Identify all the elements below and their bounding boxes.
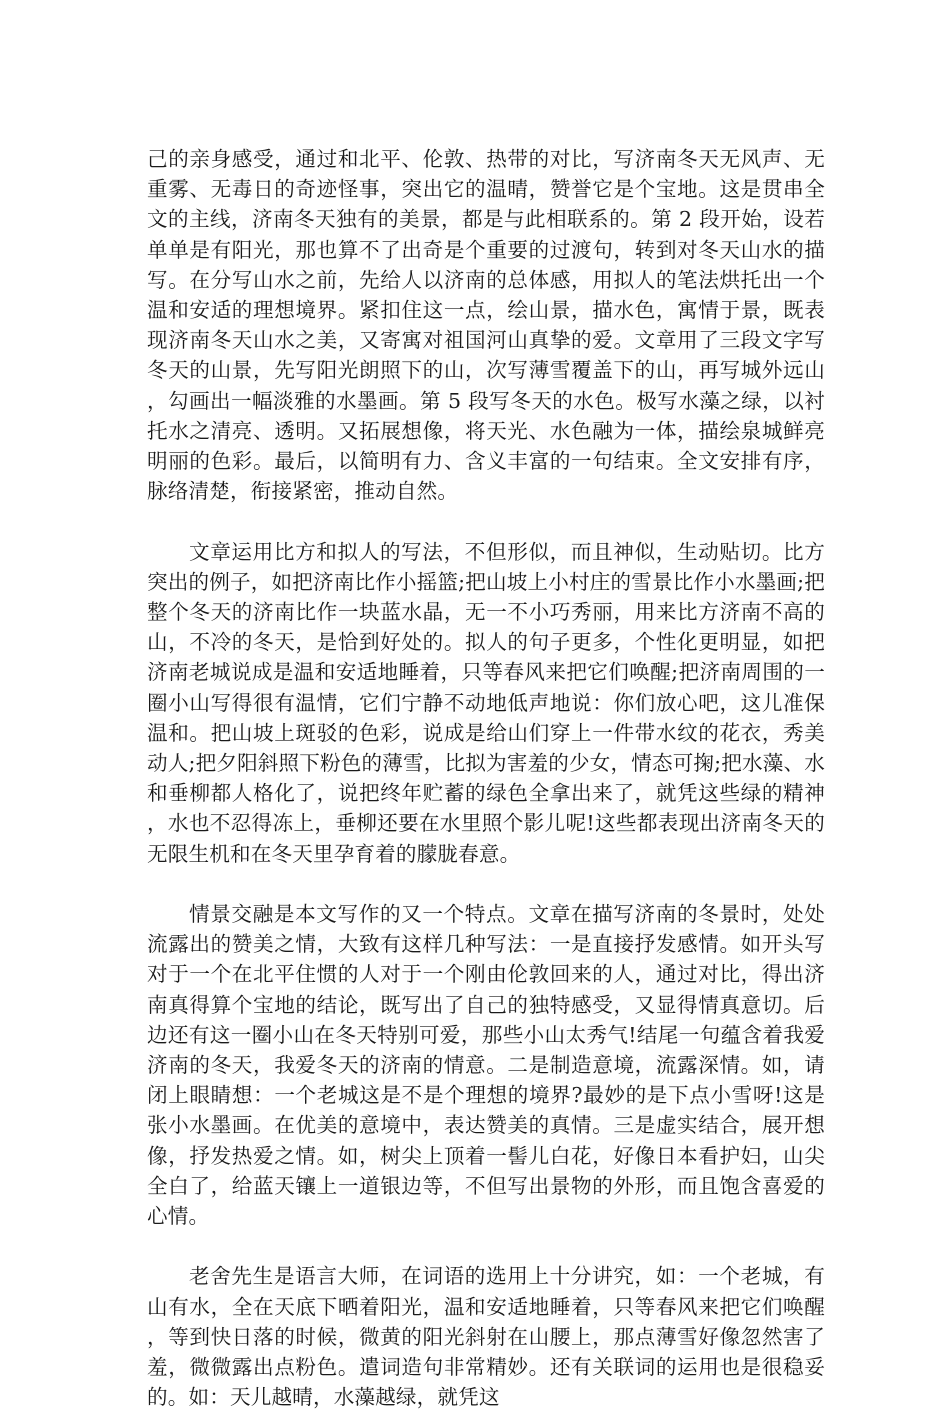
paragraph-1: 己的亲身感受，通过和北平、伦敦、热带的对比，写济南冬天无风声、无重雾、无毒日的奇迹怪事，突出它的温晴，赞誉它是个宝地。这是贯串全文的主线，济南冬天独有的美景，都是与此相联系的。第 2 段开始，设若单单是有阳光，那也算不了出奇是个重要的过渡句，转到对冬天山水的描写。在分写山水之前，先给人以济南的总体感，用拟人的笔法烘托出一个温和安适的理想境界。紧扣住这一点，绘山景，描水色，寓情于景，既表现济南冬天山水之美，又寄寓对祖国河山真挚的爱。文章用了三段文字写冬天的山景，先写阳光朗照下的山，次写薄雪覆盖下的山，再写城外远山，勾画出一幅淡雅的水墨画。第 5 段写冬天的水色。极写水藻之绿，以衬托水之清亮、透明。又拓展想像，将天光、水色融为一体，描绘泉城鲜亮明丽的色彩。最后，以简明有力、含义丰富的一句结束。全文安排有序，脉络清楚，衔接紧密，推动自然。: [147, 147, 825, 504]
paragraph-2: 文章运用比方和拟人的写法，不但形似，而且神似，生动贴切。比方突出的例子，如把济南比作小摇篮;把山坡上小村庄的雪景比作小水墨画;把整个冬天的济南比作一块蓝水晶，无一不小巧秀丽，用来比方济南不高的山，不冷的冬天，是恰到好处的。拟人的句子更多，个性化更明显，如把济南老城说成是温和安适地睡着，只等春风来把它们唤醒;把济南周围的一圈小山写得很有温情，它们宁静不动地低声地说：你们放心吧，这儿准保温和。把山坡上斑驳的色彩，说成是给山们穿上一件带水纹的花衣，秀美动人;把夕阳斜照下粉色的薄雪，比拟为害羞的少女，情态可掬;把水藻、水和垂柳都人格化了，说把终年贮蓄的绿色全拿出来了，就凭这些绿的精神，水也不忍得冻上，垂柳还要在水里照个影儿呢!这些都表现出济南冬天的无限生机和在冬天里孕育着的朦胧春意。: [147, 539, 825, 866]
paragraph-3: 情景交融是本文写作的又一个特点。文章在描写济南的冬景时，处处流露出的赞美之情，大致有这样几种写法：一是直接抒发感情。如开头写对于一个在北平住惯的人对于一个刚由伦敦回来的人，通过对比，得出济南真得算个宝地的结论，既写出了自己的独特感受，又显得情真意切。后边还有这一圈小山在冬天特别可爱，那些小山太秀气!结尾一句蕴含着我爱济南的冬天，我爱冬天的济南的情意。二是制造意境，流露深情。如，请闭上眼睛想：一个老城这是不是个理想的境界?最妙的是下点小雪呀!这是张小水墨画。在优美的意境中，表达赞美的真情。三是虚实结合，展开想像，抒发热爱之情。如，树尖上顶着一髻儿白花，好像日本看护妇，山尖全白了，给蓝天镶上一道银边等，不但写出景物的外形，而且饱含喜爱的心情。: [147, 902, 825, 1229]
document-page: [147, 144, 825, 1412]
paragraph-4: 老舍先生是语言大师，在词语的选用上十分讲究，如：一个老城，有山有水，全在天底下晒着阳光，温和安适地睡着，只等春风来把它们唤醒，等到快日落的时候，微黄的阳光斜射在山腰上，那点薄雪好像忽然害了羞，微微露出点粉色。遣词造句非常精妙。还有关联词的运用也是很稳妥的。如：天儿越晴，水藻越绿，就凭这: [147, 1264, 825, 1410]
